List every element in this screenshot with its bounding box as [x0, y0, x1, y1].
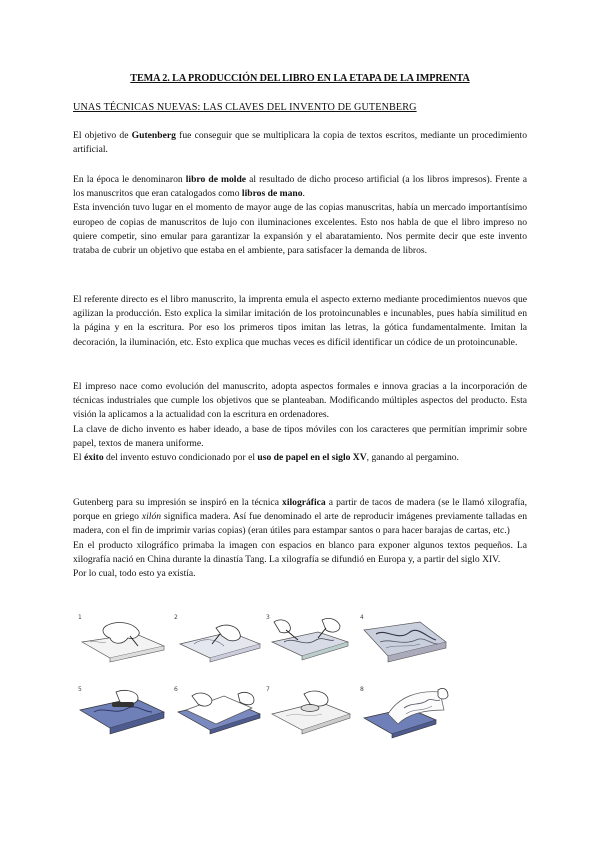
bold-term: éxito: [83, 452, 104, 464]
carved-block-step-icon: [358, 612, 450, 678]
bold-term: Gutenberg: [131, 130, 176, 141]
woodblock-tracing-step-icon: [172, 612, 264, 678]
xylography-steps-figure: [76, 612, 526, 762]
paragraph-3: [73, 293, 527, 350]
text-span: La clave de dicho invento es haber ideado, a base de tipos móviles con los caracteres que permitían imprimir sobre papel, textos de manera uniforme.: [73, 423, 527, 449]
text-span: significa madera. Así fue denominado el arte de reproducir imágenes previamente talladas en madera, con el fin de imprimir varias copias) (eran útiles para estampar santos o para hacer barajas de cartas, etc.): [73, 511, 527, 537]
text-span: , ganando al pergamino.: [366, 452, 459, 464]
paragraph-1: [73, 129, 527, 157]
rubbing-paper-step-icon: [264, 684, 356, 750]
step-number: 1: [78, 614, 82, 621]
inking-block-step-icon: [76, 684, 168, 750]
section-subtitle: UNAS TÉCNICAS NUEVAS: LAS CLAVES DEL INVENTO DE GUTENBERG: [73, 102, 417, 113]
italic-term: xilón: [141, 511, 162, 523]
woodblock-drawing-step-icon: [76, 612, 168, 678]
text-span: .: [302, 188, 305, 200]
bold-term: libro de molde: [185, 174, 247, 185]
text-span: fue conseguir que se multiplicara la copia de textos escritos, mediante un procedimiento artificial.: [73, 130, 528, 156]
text-span: El impreso nace como evolución del manuscrito, adopta aspectos formales e innova gracias a la incorporación de técnicas industriales que cumple los objetivos que se planteaban. Modificando múltiples aspectos del producto. Esta visión la aplicamos a la actualidad con la escritura en ordenadores.: [73, 381, 527, 421]
text-span: Esta invención tuvo lugar en el momento de mayor auge de las copias manuscritas, había un mercado importantísimo europeo de copias de manuscritos de lujo con iluminaciones excelentes. Esto nos habla de que el libro impreso no quiere competir, sino emular para garantizar la expansión y el abaratamiento. Nos permite decir que este invento trataba de cubrir un objetivo que estaba en el ambiente, para satisfacer la demanda de libros.: [73, 202, 527, 257]
text-span: del invento estuvo condicionado por el: [103, 452, 258, 464]
placing-paper-step-icon: [172, 684, 264, 750]
text-span: Gutenberg para su impresión se inspiró en la técnica: [73, 497, 283, 508]
step-number: 7: [266, 686, 270, 693]
step-number: 2: [174, 614, 178, 621]
step-number: 4: [360, 614, 364, 621]
paragraph-2: [73, 173, 527, 258]
text-span: En el producto xilográfico primaba la imagen con espacios en blanco para exponer algunos textos pequeños. La xilografía nació en China durante la dinastía Tang. La xilografía se difundió en Europa y, a partir del siglo XIV.: [73, 539, 527, 565]
paragraph-4: [73, 380, 527, 465]
woodblock-carving-step-icon: [264, 612, 356, 678]
page-title: TEMA 2. LA PRODUCCIÓN DEL LIBRO EN LA ETAPA DE LA IMPRENTA: [130, 73, 470, 84]
text-span: Por lo cual, todo esto ya existía.: [73, 568, 196, 580]
bold-term: uso de papel en el siglo XV: [257, 452, 367, 464]
bold-term: libros de mano: [241, 188, 303, 200]
text-span: En la época le denominaron: [73, 174, 186, 185]
paragraph-5: [73, 496, 527, 581]
step-number: 8: [360, 686, 364, 693]
text-span: El objetivo de: [73, 130, 132, 141]
text-span: El referente directo es el libro manuscrito, la imprenta emula el aspecto externo mediante procedimientos nuevos que agilizan la producción. Esto explica la similar imitación de los protoincunables e incunables, pues había similitud en la página y en la escritura. Por eso los primeros tipos imitan las letras, la gótica fundamentalmente. Imitan la decoración, la iluminación, etc. Esto explica que muchas veces es difícil identificar un códice de un protoincunable.: [73, 294, 527, 348]
step-number: 5: [78, 686, 82, 693]
text-span: al resultado de dicho proceso artificial (a los libros impresos). Frente a los manuscritos que eran catalogados como: [73, 174, 527, 200]
text-span: a partir de tacos de madera (se le llamó xilografía, porque en griego: [73, 497, 527, 523]
step-number: 6: [174, 686, 178, 693]
text-span: El: [73, 452, 84, 464]
step-number: 3: [266, 614, 270, 621]
bold-term: xilográfica: [282, 497, 326, 508]
lifting-print-step-icon: [358, 684, 450, 750]
